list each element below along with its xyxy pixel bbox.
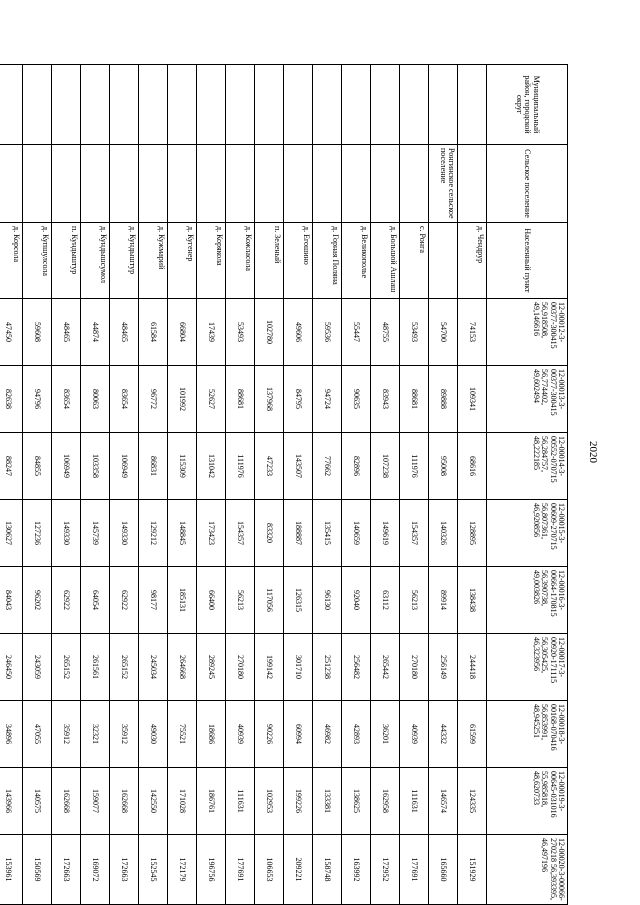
table-row [226,65,255,905]
locality-cell: п. Зеленый [255,223,284,299]
distance-cell: 62922 [52,567,81,634]
header-cell: 12-00017-3-00920-171115 56,305425, 46,323956 [487,634,568,701]
distance-cell: 245034 [139,634,168,701]
table-row [313,65,342,905]
distance-cell: 127236 [23,500,52,567]
distance-cell: 158748 [313,835,342,905]
distance-cell: 48755 [371,299,400,366]
distance-cell: 82638 [0,366,23,433]
distance-cell: 142550 [139,768,168,835]
locality-cell: с. Ронга [400,223,429,299]
distance-cell: 82896 [342,433,371,500]
distance-cell: 115309 [168,433,197,500]
distance-cell: 53493 [400,299,429,366]
table-body [0,65,487,905]
header-cell: 12-00016-3-00664-170815 56,390738, 49,003826 [487,567,568,634]
distance-cell: 209221 [284,835,313,905]
header-cell: Муниципальный район, городской округ [487,65,568,145]
distance-cell: 251238 [313,634,342,701]
distance-cell: 172179 [168,835,197,905]
distance-cell: 53493 [226,299,255,366]
settlement-cell [400,145,429,223]
distance-cell: 101992 [168,366,197,433]
district-cell [110,65,139,145]
distance-cell: 74153 [458,299,487,366]
distance-cell: 88681 [226,366,255,433]
distance-cell: 151929 [458,835,487,905]
locality-cell: д. Кундыштур [110,223,139,299]
page-number: 2020 [587,441,599,463]
settlement-cell [52,145,81,223]
distance-cell: 165660 [429,835,458,905]
settlement-cell [458,145,487,223]
distance-cell: 111631 [400,768,429,835]
distance-cell: 84855 [23,433,52,500]
distance-cell: 135415 [313,500,342,567]
settlement-cell [0,145,23,223]
distance-cell: 66804 [168,299,197,366]
distance-cell: 148845 [168,500,197,567]
table-row [81,65,110,905]
distance-cell: 244418 [458,634,487,701]
locality-cell: д. Великополье [342,223,371,299]
table-row [52,65,81,905]
distance-cell: 86831 [139,433,168,500]
distance-cell: 162668 [52,768,81,835]
distance-cell: 138625 [342,768,371,835]
distance-cell: 177691 [226,835,255,905]
locality-cell: д. Кужмарий [139,223,168,299]
distance-cell: 61584 [139,299,168,366]
distance-cell: 18686 [197,701,226,768]
distance-cell: 131042 [197,433,226,500]
distance-cell: 106949 [110,433,139,500]
district-cell [429,65,458,145]
locality-cell: д. Купшулсола [23,223,52,299]
distance-cell: 270180 [400,634,429,701]
distance-cell: 140326 [429,500,458,567]
distance-cell: 146574 [429,768,458,835]
distance-cell: 117056 [255,567,284,634]
settlement-cell [284,145,313,223]
distance-cell: 47233 [255,433,284,500]
distance-cell: 40939 [400,701,429,768]
distance-cell: 98177 [139,567,168,634]
table-row [197,65,226,905]
district-cell [226,65,255,145]
distance-table [0,64,568,905]
distance-cell: 173423 [197,500,226,567]
distance-cell: 126315 [284,567,313,634]
distance-cell: 49030 [139,701,168,768]
distance-cell: 95008 [429,433,458,500]
distance-cell: 149330 [110,500,139,567]
district-cell [342,65,371,145]
distance-cell: 256149 [429,634,458,701]
distance-cell: 84043 [0,567,23,634]
header-cell: 12-00018-3-00168-070416 56,853991, 48,945251 [487,701,568,768]
header-cell: 12-00015-3-00609-270715 56,807361, 46,920856 [487,500,568,567]
settlement-cell [110,145,139,223]
distance-cell: 256482 [342,634,371,701]
distance-cell: 128895 [458,500,487,567]
locality-cell: д. Чендрур [458,223,487,299]
distance-cell: 172952 [371,835,400,905]
distance-cell: 185131 [168,567,197,634]
table-row [23,65,52,905]
distance-cell: 56213 [400,567,429,634]
distance-cell: 90226 [255,701,284,768]
settlement-cell [313,145,342,223]
distance-cell: 265442 [371,634,400,701]
locality-cell: д. Кундышсумол [81,223,110,299]
distance-cell: 84795 [284,366,313,433]
table-row [429,65,458,905]
distance-cell: 66400 [197,567,226,634]
distance-cell: 177691 [400,835,429,905]
distance-cell: 94724 [313,366,342,433]
settlement-cell [226,145,255,223]
district-cell [139,65,168,145]
distance-cell: 140575 [23,768,52,835]
distance-cell: 265152 [110,634,139,701]
settlement-cell [371,145,400,223]
distance-cell: 64054 [81,567,110,634]
distance-cell: 44332 [429,701,458,768]
settlement-cell [81,145,110,223]
distance-cell: 143507 [284,433,313,500]
distance-cell: 75521 [168,701,197,768]
distance-cell: 92040 [342,567,371,634]
distance-cell: 94796 [23,366,52,433]
distance-cell: 289245 [197,634,226,701]
distance-cell: 149330 [52,500,81,567]
distance-cell: 137968 [255,366,284,433]
distance-cell: 199142 [255,634,284,701]
distance-cell: 107238 [371,433,400,500]
table-row [284,65,313,905]
district-cell [255,65,284,145]
settlement-cell [342,145,371,223]
header-cell: 12-00014-3-00552-070715 56,284757, 48,222185 [487,433,568,500]
distance-cell: 35912 [110,701,139,768]
table-row [139,65,168,905]
locality-cell: п. Кундыштур [52,223,81,299]
distance-cell: 88247 [0,433,23,500]
distance-cell: 188887 [284,500,313,567]
table-row [458,65,487,905]
locality-cell: д. Корякола [197,223,226,299]
header-cell: Сельское поселение [487,145,568,223]
distance-cell: 172663 [110,835,139,905]
settlement-cell: Ронгинское сельское поселение [429,145,458,223]
district-cell [52,65,81,145]
table-header-row [487,65,568,905]
table-row [168,65,197,905]
locality-cell [429,223,458,299]
distance-cell: 49606 [284,299,313,366]
distance-cell: 111631 [226,768,255,835]
distance-cell: 102953 [255,768,284,835]
district-cell [371,65,400,145]
settlement-cell [23,145,52,223]
locality-cell: д. Корсола [0,223,23,299]
distance-cell: 163992 [342,835,371,905]
distance-cell: 68616 [458,433,487,500]
distance-cell: 54700 [429,299,458,366]
distance-cell: 162958 [371,768,400,835]
header-cell: Населенный пункт [487,223,568,299]
settlement-cell [139,145,168,223]
distance-cell: 80063 [81,366,110,433]
district-cell [313,65,342,145]
distance-cell: 46982 [313,701,342,768]
distance-cell: 106653 [255,835,284,905]
header-cell: 12-00012-3-00377-300415 56,918508, 49,146616 [487,299,568,366]
table-row [342,65,371,905]
distance-cell: 90635 [342,366,371,433]
distance-cell: 265152 [52,634,81,701]
distance-cell: 96202 [23,567,52,634]
distance-cell: 47450 [0,299,23,366]
distance-cell: 145739 [81,500,110,567]
locality-cell: д. Егошино [284,223,313,299]
district-cell [197,65,226,145]
distance-cell: 129212 [139,500,168,567]
distance-cell: 52627 [197,366,226,433]
distance-cell: 42893 [342,701,371,768]
distance-cell: 159077 [81,768,110,835]
distance-cell: 83320 [255,500,284,567]
distance-cell: 89914 [429,567,458,634]
distance-cell: 96130 [313,567,342,634]
distance-cell: 17439 [197,299,226,366]
distance-cell: 261561 [81,634,110,701]
district-cell [284,65,313,145]
distance-cell: 77662 [313,433,342,500]
distance-cell: 140659 [342,500,371,567]
table-row [0,65,23,905]
locality-cell: д. Большой Ашлаш [371,223,400,299]
distance-cell: 35912 [52,701,81,768]
distance-cell: 59608 [23,299,52,366]
distance-cell: 270180 [226,634,255,701]
distance-cell: 106949 [52,433,81,500]
distance-cell: 111976 [226,433,255,500]
distance-cell: 186761 [197,768,226,835]
distance-cell: 40939 [226,701,255,768]
distance-cell: 56213 [226,567,255,634]
header-cell: 12-00020-3-00066-270218 56,393395, 46,497196 [487,835,568,905]
distance-cell: 143966 [0,768,23,835]
district-cell [458,65,487,145]
distance-cell: 48465 [52,299,81,366]
distance-cell: 63112 [371,567,400,634]
distance-cell: 55447 [342,299,371,366]
distance-cell: 243059 [23,634,52,701]
distance-cell: 47055 [23,701,52,768]
distance-cell: 109341 [458,366,487,433]
distance-cell: 32321 [81,701,110,768]
distance-cell: 264668 [168,634,197,701]
distance-cell: 124335 [458,768,487,835]
header-cell: 12-00019-3-00645-031016 55,985818, 48,620733 [487,768,568,835]
distance-cell: 88681 [400,366,429,433]
distance-cell: 169072 [81,835,110,905]
rotated-table-container [0,64,568,905]
distance-cell: 301710 [284,634,313,701]
district-cell [0,65,23,145]
distance-cell: 199226 [284,768,313,835]
distance-cell: 130627 [0,500,23,567]
header-cell: 12-00013-3-00377-300415 56,774402, 49,602494 [487,366,568,433]
distance-cell: 83654 [110,366,139,433]
distance-cell: 150569 [23,835,52,905]
distance-cell: 111976 [400,433,429,500]
table-row [110,65,139,905]
locality-cell: д. Кожласола [226,223,255,299]
distance-cell: 36201 [371,701,400,768]
distance-cell: 60994 [284,701,313,768]
district-cell [23,65,52,145]
district-cell [168,65,197,145]
distance-cell: 138438 [458,567,487,634]
distance-cell: 154357 [400,500,429,567]
distance-cell: 172663 [52,835,81,905]
district-cell [400,65,429,145]
distance-cell: 154357 [226,500,255,567]
settlement-cell [255,145,284,223]
distance-cell: 152545 [139,835,168,905]
distance-cell: 149619 [371,500,400,567]
distance-cell: 62922 [110,567,139,634]
distance-cell: 133381 [313,768,342,835]
distance-cell: 83654 [52,366,81,433]
locality-cell: д. Горная Поляна [313,223,342,299]
distance-cell: 61599 [458,701,487,768]
distance-cell: 171028 [168,768,197,835]
distance-cell: 96772 [139,366,168,433]
distance-cell: 34896 [0,701,23,768]
settlement-cell [168,145,197,223]
distance-cell: 44874 [81,299,110,366]
distance-cell: 48465 [110,299,139,366]
table-row [400,65,429,905]
distance-cell: 162668 [110,768,139,835]
locality-cell: д. Кугенер [168,223,197,299]
distance-cell: 83943 [371,366,400,433]
district-cell [81,65,110,145]
distance-cell: 246450 [0,634,23,701]
distance-cell: 153961 [0,835,23,905]
distance-cell: 102780 [255,299,284,366]
distance-cell: 103358 [81,433,110,500]
table-row [371,65,400,905]
settlement-cell [197,145,226,223]
table-row [255,65,284,905]
distance-cell: 196756 [197,835,226,905]
distance-cell: 59536 [313,299,342,366]
distance-cell: 89888 [429,366,458,433]
